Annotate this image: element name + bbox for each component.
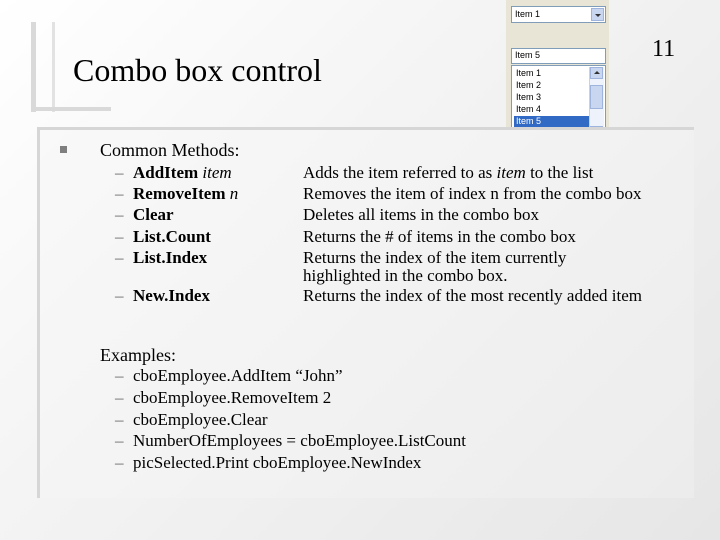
method-description bbox=[303, 163, 593, 183]
dash-icon: – bbox=[115, 366, 124, 385]
dropdown-combo-value: Item 1 bbox=[515, 9, 541, 19]
method-description: Returns the index of the most recently added item bbox=[303, 286, 642, 305]
dash-icon: – bbox=[115, 453, 124, 472]
dash-icon: – bbox=[115, 286, 124, 305]
combo-box-illustration bbox=[506, 0, 609, 143]
list-item[interactable]: Item 2 bbox=[516, 80, 542, 90]
method-name-text: RemoveItem bbox=[133, 184, 226, 203]
frame-line-vertical bbox=[31, 22, 36, 112]
method-description: Deletes all items in the combo box bbox=[303, 205, 540, 224]
method-arg: item bbox=[198, 163, 232, 182]
example-line: picSelected.Print cboEmployee.NewIndex bbox=[133, 453, 422, 472]
chevron-down-icon[interactable] bbox=[591, 8, 604, 21]
simple-combo-input[interactable] bbox=[511, 48, 606, 64]
method-description-italic: item bbox=[496, 163, 526, 182]
example-line: cboEmployee.Clear bbox=[133, 410, 268, 429]
method-name: Clear bbox=[133, 205, 174, 224]
dash-icon: – bbox=[115, 388, 124, 407]
method-name-text: AddItem bbox=[133, 163, 199, 182]
method-name bbox=[133, 163, 232, 183]
example-line: cboEmployee.AddItem “John” bbox=[133, 366, 343, 385]
method-description-tail: to the list bbox=[525, 163, 594, 182]
example-line: NumberOfEmployees = cboEmployee.ListCount bbox=[133, 431, 466, 450]
scroll-up-icon[interactable] bbox=[590, 67, 603, 79]
simple-combo-value: Item 5 bbox=[515, 50, 541, 60]
dash-icon: – bbox=[115, 248, 124, 267]
method-description: Returns the # of items in the combo box bbox=[303, 227, 576, 246]
method-description: Removes the item of index n from the combo box bbox=[303, 184, 642, 203]
scroll-thumb[interactable] bbox=[590, 85, 603, 109]
slide-title: Combo box control bbox=[73, 52, 322, 88]
method-description-line2: highlighted in the combo box. bbox=[303, 266, 508, 285]
examples-heading: Examples: bbox=[100, 345, 176, 365]
methods-heading: Common Methods: bbox=[100, 140, 240, 160]
dropdown-combo[interactable] bbox=[511, 6, 606, 23]
dash-icon: – bbox=[115, 410, 124, 429]
method-description: Returns the index of the item currently bbox=[303, 248, 567, 267]
dash-icon: – bbox=[115, 431, 124, 450]
list-item[interactable]: Item 4 bbox=[516, 104, 542, 114]
method-name: List.Count bbox=[133, 227, 211, 246]
method-description-text: Adds the item referred to as bbox=[303, 163, 497, 182]
dash-icon: – bbox=[115, 205, 124, 224]
dash-icon: – bbox=[115, 227, 124, 246]
frame-line-horizontal bbox=[31, 107, 111, 111]
list-item[interactable]: Item 3 bbox=[516, 92, 542, 102]
page-number: 11 bbox=[652, 36, 676, 62]
method-name: List.Index bbox=[133, 248, 208, 267]
bullet-square-icon bbox=[60, 146, 67, 153]
method-arg: n bbox=[225, 184, 239, 203]
frame-line-vertical-inner bbox=[52, 22, 55, 112]
list-item[interactable]: Item 1 bbox=[516, 68, 542, 78]
dash-icon: – bbox=[115, 184, 124, 203]
dash-icon: – bbox=[115, 163, 124, 182]
list-item-selected[interactable]: Item 5 bbox=[514, 116, 593, 127]
method-name bbox=[133, 184, 238, 204]
method-name: New.Index bbox=[133, 286, 210, 305]
example-line: cboEmployee.RemoveItem 2 bbox=[133, 388, 332, 407]
